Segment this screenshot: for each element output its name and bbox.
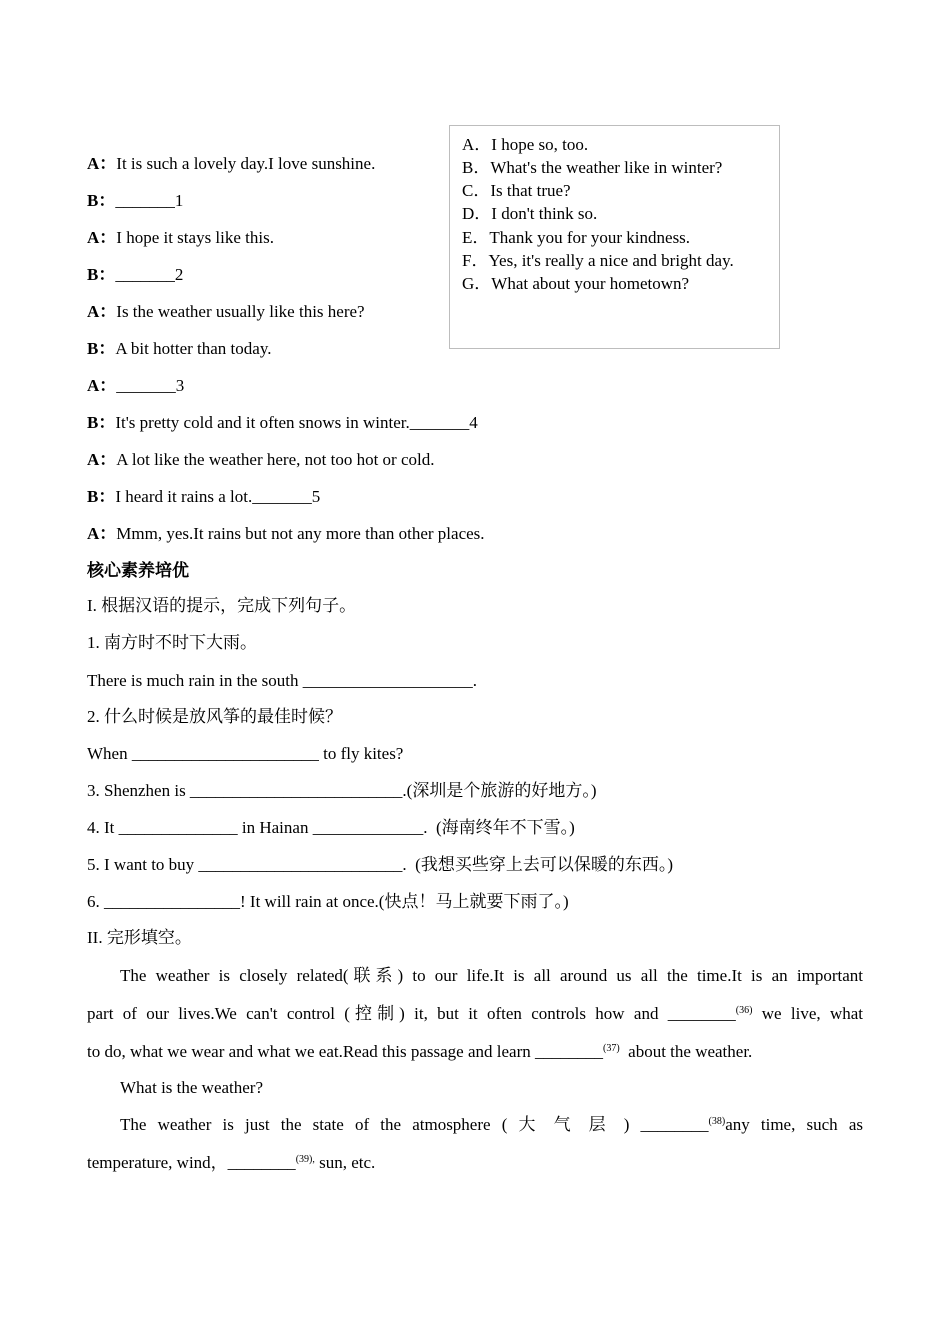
part1-line: 5. I want to buy ________________________. (我想买些穿上去可以保暖的东西。) [87, 855, 674, 874]
dialogue-line [87, 191, 183, 211]
option-e: E．Thank you for your kindness. [462, 228, 691, 247]
passage-line: to do, what we wear and what we eat.Read this passage and learn ________$^{(37)}$ about the weather. [87, 1042, 753, 1061]
dialogue-text: It is such a lovely day.I love sunshine. [116, 154, 376, 173]
dialogue-text: I heard it rains a lot._______5 [115, 487, 321, 506]
dialogue-text: Is the weather usually like this here? [116, 302, 365, 321]
speaker-label: A： [87, 524, 117, 543]
passage-line: The weather is closely related(联系) to our life.It is all around us all the time.It is an important [120, 966, 863, 985]
dialogue-line [87, 487, 320, 507]
speaker-label: A： [87, 450, 117, 469]
speaker-label: A： [87, 302, 117, 321]
dialogue-text: _______2 [115, 265, 184, 284]
part1-line: When ______________________ to fly kites? [87, 744, 404, 763]
dialogue-line [87, 265, 183, 285]
options-box [449, 125, 780, 349]
dialogue-text: I hope it stays like this. [116, 228, 274, 247]
option-a: A．I hope so, too. [462, 135, 589, 154]
part2-title: II. 完形填空。 [87, 928, 192, 947]
option-b: B．What's the weather like in winter? [462, 158, 723, 177]
dialogue-line [87, 228, 274, 248]
part1-line: 3. Shenzhen is _________________________.(深圳是个旅游的好地方。) [87, 781, 597, 800]
speaker-label: B： [87, 339, 116, 358]
dialogue-text: It's pretty cold and it often snows in winter._______4 [115, 413, 478, 432]
dialogue-text: _______1 [115, 191, 184, 210]
dialogue-text: A bit hotter than today. [115, 339, 272, 358]
option-c: C．Is that true? [462, 181, 571, 200]
dialogue-text: _______3 [116, 376, 185, 395]
speaker-label: B： [87, 487, 116, 506]
speaker-label: B： [87, 265, 116, 284]
section-heading: 核心素养培优 [87, 561, 189, 580]
blank-number: (36) [735, 1005, 753, 1016]
speaker-label: A： [87, 154, 117, 173]
part1-line: 4. It ______________ in Hainan _____________. (海南终年不下雪。) [87, 818, 575, 837]
passage-subheading: What is the weather? [120, 1078, 264, 1097]
speaker-label: B： [87, 191, 116, 210]
part1-line: 2. 什么时候是放风筝的最佳时候？ [87, 707, 342, 726]
option-f: F．Yes, it's really a nice and bright day. [462, 251, 734, 270]
passage-line: The weather is just the state of the atmosphere ( 大 气 层 ) ________$^{(38)}$any time, such as [120, 1115, 863, 1134]
dialogue-line [87, 450, 434, 470]
dialogue-text: A lot like the weather here, not too hot or cold. [116, 450, 435, 469]
speaker-label: A： [87, 228, 117, 247]
passage-line: part of our lives.We can't control (控制) it, but it often controls how and ________$^{(36)}$ we live, what [87, 1004, 864, 1023]
part1-title: I. 根据汉语的提示，完成下列句子。 [87, 596, 357, 615]
dialogue-line [87, 413, 478, 433]
speaker-label: B： [87, 413, 116, 432]
dialogue-line [87, 339, 271, 359]
option-d: D．I don't think so. [462, 204, 598, 223]
blank-number: (38) [708, 1116, 726, 1127]
blank-number: (37) [602, 1043, 620, 1054]
blank-number: (39), [295, 1154, 315, 1165]
dialogue-line [87, 154, 375, 174]
part1-line: There is much rain in the south ____________________. [87, 671, 478, 690]
passage-line: temperature, wind，________$^{(39),}$ sun, etc. [87, 1153, 376, 1172]
dialogue-line [87, 302, 365, 322]
dialogue-line [87, 376, 184, 396]
option-g: G．What about your hometown? [462, 274, 690, 293]
speaker-label: A： [87, 376, 117, 395]
dialogue-line [87, 524, 485, 544]
part1-line: 1. 南方时不时下大雨。 [87, 633, 257, 652]
dialogue-text: Mmm, yes.It rains but not any more than other places. [116, 524, 485, 543]
part1-line: 6. ________________! It will rain at once.(快点！马上就要下雨了。) [87, 892, 569, 911]
